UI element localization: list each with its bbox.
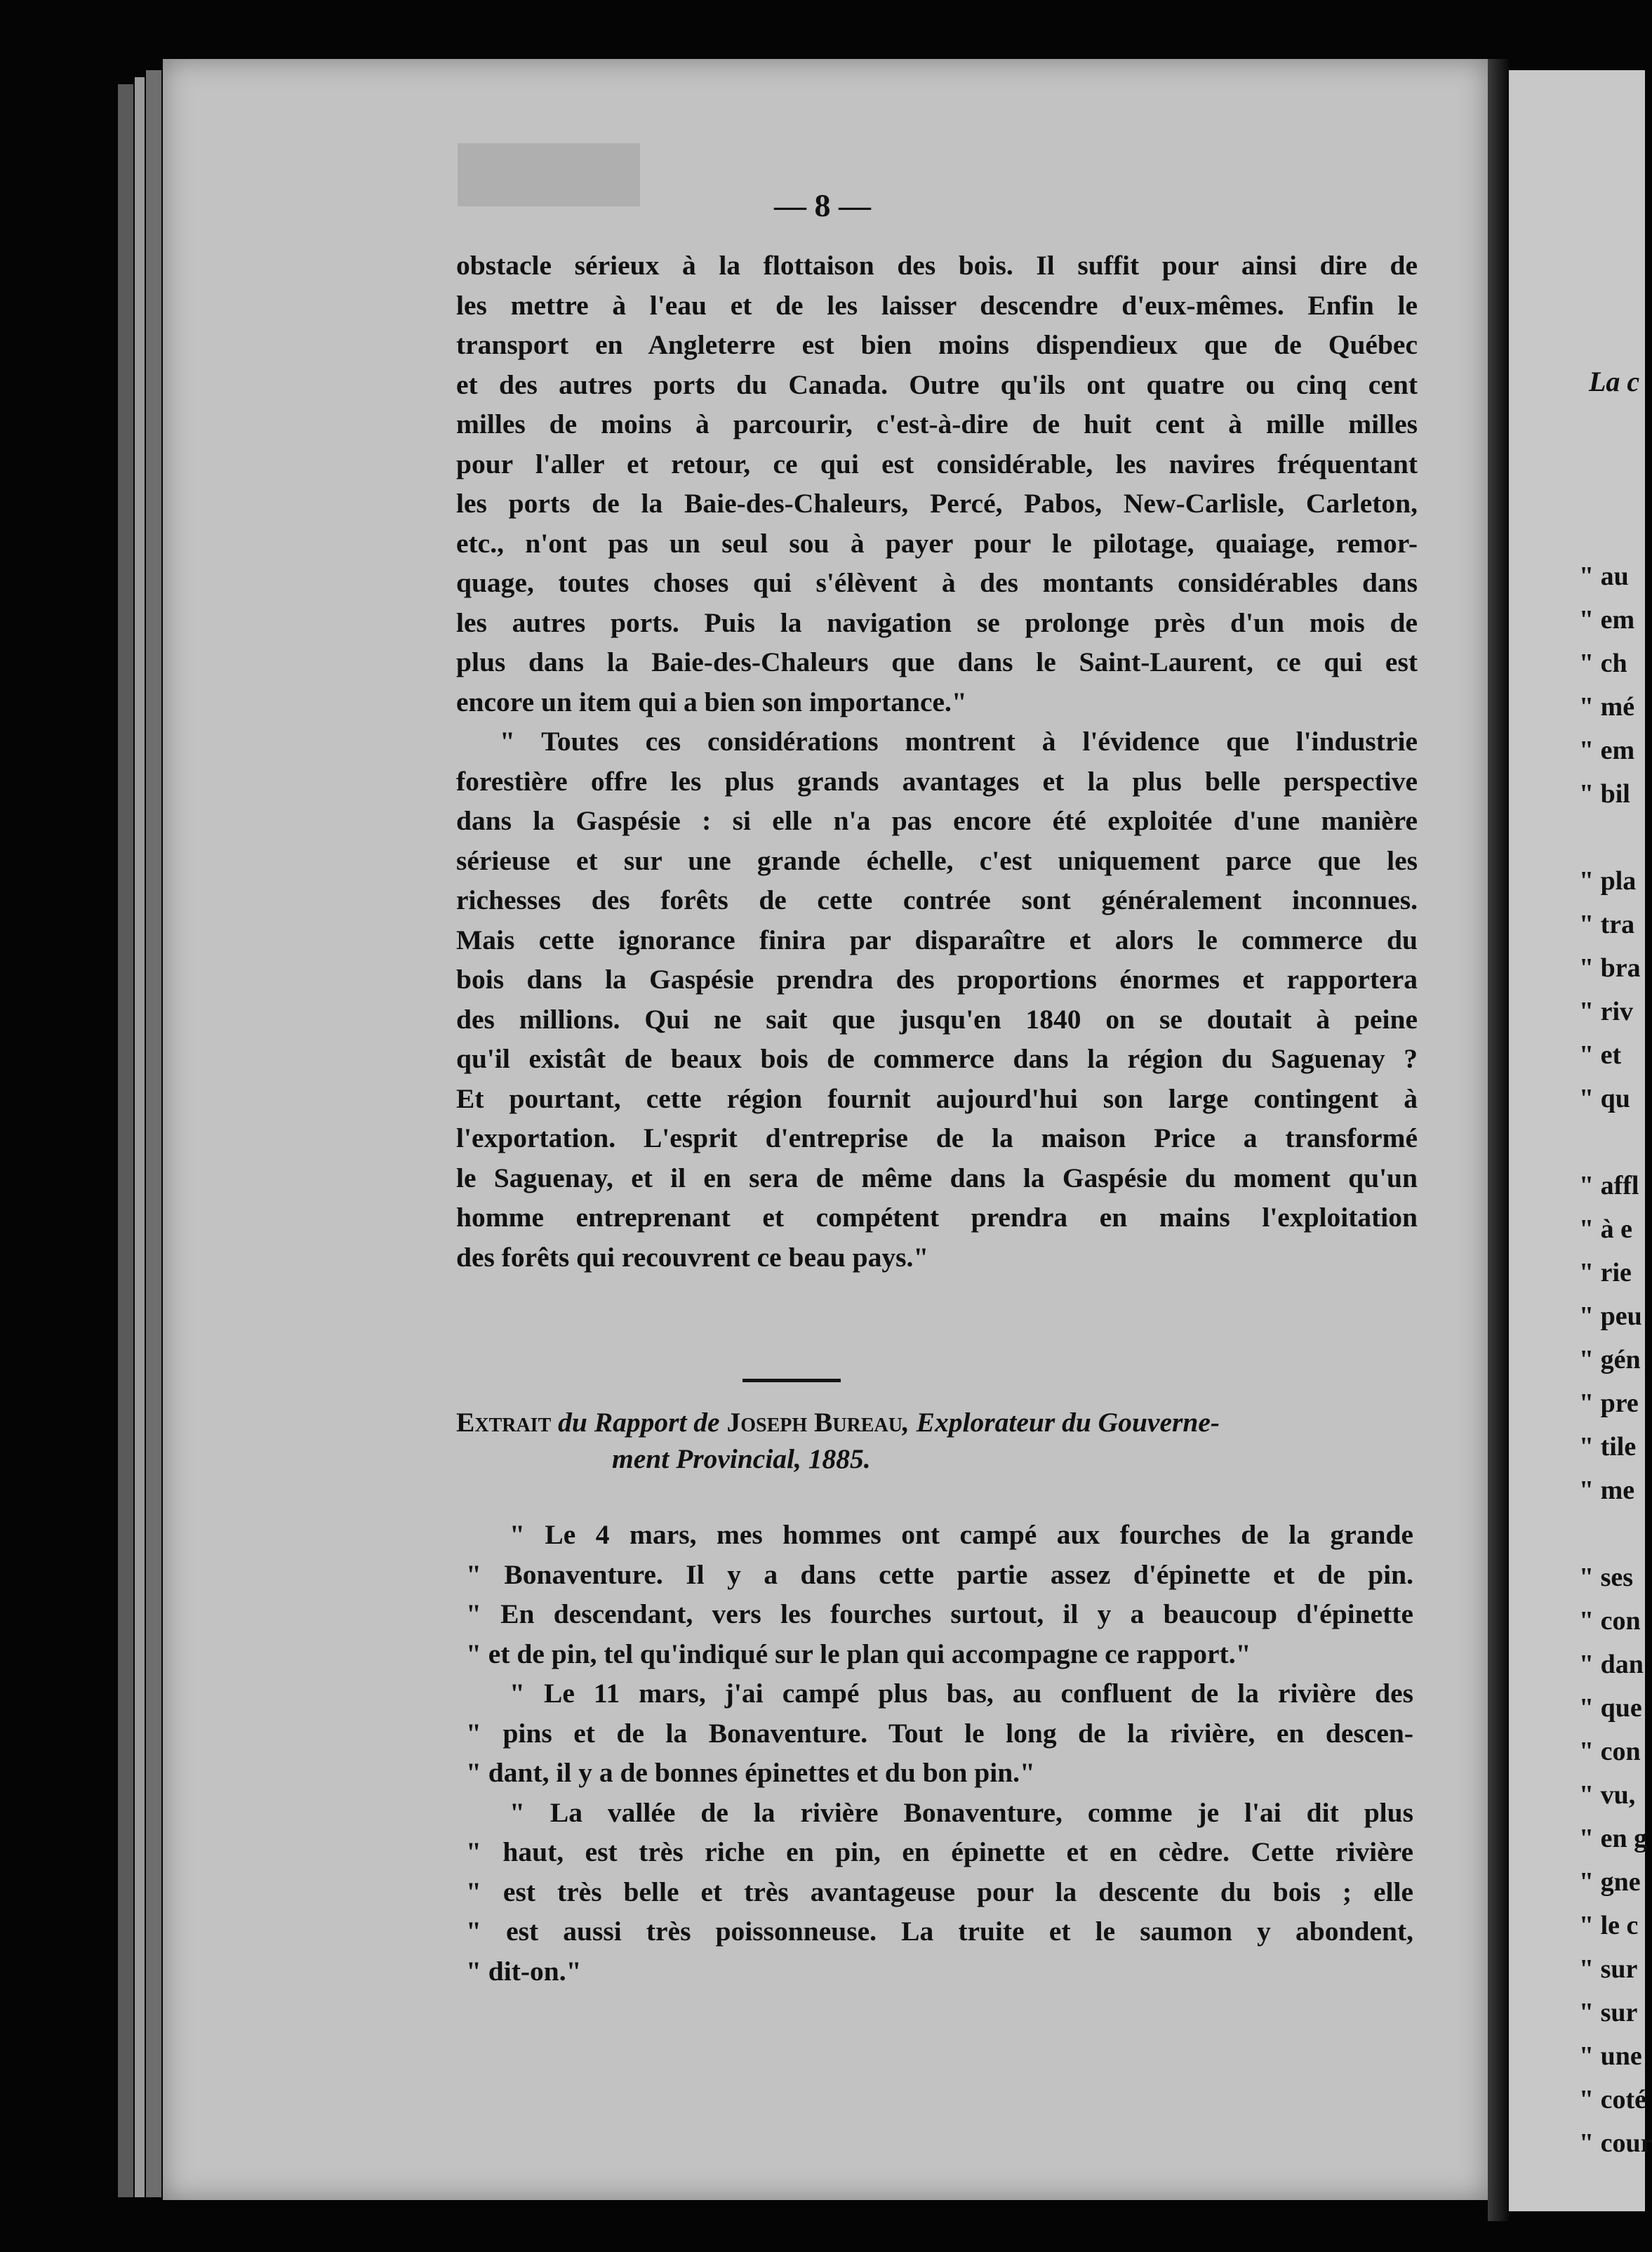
- text-line: et des autres ports du Canada. Outre qu'ils ont quatre ou cinq cent: [456, 369, 1418, 400]
- text-line: sérieuse et sur une grande échelle, c'est uniquement parce que les: [456, 844, 1418, 876]
- right-line: " gne: [1579, 1867, 1641, 1897]
- text-line: les autres ports. Puis la navigation se prolonge près d'un mois de: [456, 607, 1418, 638]
- right-line: " vu,: [1579, 1780, 1636, 1810]
- extract-part2: , Explorateur du Gouverne-: [902, 1407, 1220, 1438]
- right-line: " rie: [1579, 1258, 1632, 1287]
- quote-line: " dit-on.": [466, 1955, 582, 1987]
- extract-heading: [456, 1404, 1418, 1477]
- text-line: richesses des forêts de cette contrée sont généralement inconnues.: [456, 885, 1418, 915]
- text-line: les ports de la Baie-des-Chaleurs, Percé, Pabos, New-Carlisle, Carleton,: [456, 488, 1418, 519]
- right-line: " affl: [1579, 1171, 1639, 1200]
- extract-part3: ment Provincial, 1885.: [612, 1443, 871, 1474]
- quote-line: " est aussi très poissonneuse. La truite et le saumon y abondent,: [466, 1916, 1413, 1947]
- right-line: " au: [1579, 562, 1629, 591]
- right-line: " gén: [1579, 1345, 1641, 1375]
- right-line: " que: [1579, 1693, 1642, 1723]
- right-line: " pla: [1579, 866, 1637, 896]
- right-line: " bra: [1579, 953, 1641, 983]
- text-line: forestière offre les plus grands avantages et la plus belle perspective: [456, 765, 1418, 797]
- quote-line: " pins et de la Bonaventure. Tout le long de la rivière, en descen-: [466, 1717, 1413, 1749]
- right-line: " con: [1579, 1606, 1641, 1636]
- right-line: " à e: [1579, 1214, 1632, 1244]
- quote-line: " haut, est très riche en pin, en épinette et en cèdre. Cette rivière: [466, 1836, 1413, 1867]
- text-line: quage, toutes choses qui s'élèvent à des montants considérables dans: [456, 567, 1418, 598]
- right-line: " riv: [1579, 997, 1634, 1026]
- text-line: le Saguenay, et il en sera de même dans la Gaspésie du moment qu'un: [456, 1162, 1418, 1193]
- text-line: des millions. Qui ne sait que jusqu'en 1840 on se doutait à peine: [456, 1003, 1418, 1035]
- quote-line: " En descendant, vers les fourches surtout, il y a beaucoup d'épinette: [466, 1598, 1413, 1629]
- right-line: " tra: [1579, 910, 1635, 939]
- right-line: " em: [1579, 605, 1635, 635]
- quote-line: " Le 4 mars, mes hommes ont campé aux fourches de la grande: [509, 1519, 1413, 1550]
- text-line: milles de moins à parcourir, c'est-à-dire de huit cent à mille milles: [456, 409, 1418, 439]
- right-line: " mé: [1579, 692, 1635, 722]
- text-line: qu'il existât de beaux bois de commerce dans la région du Saguenay ?: [456, 1043, 1418, 1074]
- text-line: encore un item qui a bien son importance.": [456, 686, 967, 717]
- text-line: dans la Gaspésie : si elle n'a pas encore été exploitée d'une manière: [456, 805, 1418, 836]
- quote-line: " Le 11 mars, j'ai campé plus bas, au confluent de la rivière des: [509, 1678, 1413, 1709]
- body-text: [456, 246, 1418, 1277]
- text-line: des forêts qui recouvrent ce beau pays.": [456, 1241, 929, 1273]
- page-edge: [118, 84, 133, 2197]
- extract-lead: Extrait: [456, 1407, 552, 1438]
- right-page-title: La c: [1589, 366, 1640, 397]
- right-line: " tile: [1579, 1432, 1637, 1462]
- book-gutter: [1488, 59, 1509, 2221]
- right-line: " con: [1579, 1737, 1641, 1766]
- text-line: obstacle sérieux à la flottaison des bois. Il suffit pour ainsi dire de: [456, 250, 1418, 281]
- quote-line: " Bonaventure. Il y a dans cette partie assez d'épinette et de pin.: [466, 1558, 1413, 1590]
- text-line: les mettre à l'eau et de les laisser descendre d'eux-mêmes. Enfin le: [456, 289, 1418, 321]
- text-line: plus dans la Baie-des-Chaleurs que dans le Saint-Laurent, ce qui est: [456, 647, 1418, 677]
- text-line: l'exportation. L'esprit d'entreprise de la maison Price a transformé: [456, 1122, 1418, 1153]
- right-line: " em: [1579, 736, 1635, 765]
- text-line: transport en Angleterre est bien moins dispendieux que de Québec: [456, 329, 1418, 360]
- quote-line: " La vallée de la rivière Bonaventure, comme je l'ai dit plus: [509, 1796, 1413, 1828]
- right-line: " en g: [1579, 1824, 1648, 1853]
- page-number: — 8 —: [774, 187, 871, 223]
- right-line: " dan: [1579, 1650, 1644, 1679]
- quote-line: " et de pin, tel qu'indiqué sur le plan qui accompagne ce rapport.": [466, 1638, 1251, 1669]
- text-line: Et pourtant, cette région fournit aujourd'hui son large contingent à: [456, 1082, 1418, 1114]
- right-line: " sur: [1579, 1998, 1638, 2027]
- quote-text: [466, 1515, 1413, 1991]
- section-divider: [742, 1379, 841, 1382]
- text-line: bois dans la Gaspésie prendra des proportions énormes et rapportera: [456, 964, 1418, 995]
- text-line: pour l'aller et retour, ce qui est considérable, les navires fréquentant: [456, 448, 1418, 479]
- right-line: " bil: [1579, 779, 1630, 809]
- text-line: " Toutes ces considérations montrent à l'évidence que l'industrie: [500, 726, 1418, 757]
- right-line: " peu: [1579, 1301, 1642, 1331]
- right-line: " me: [1579, 1476, 1635, 1505]
- right-line: " qu: [1579, 1084, 1630, 1113]
- text-line: Mais cette ignorance finira par disparaître et alors le commerce du: [456, 924, 1418, 955]
- right-line: " le c: [1579, 1911, 1639, 1940]
- right-line: " et: [1579, 1040, 1622, 1070]
- right-line: " ses: [1579, 1563, 1634, 1592]
- right-line: " coté: [1579, 2085, 1646, 2114]
- right-line: " pre: [1579, 1389, 1639, 1418]
- quote-line: " est très belle et très avantageuse pour la descente du bois ; elle: [466, 1876, 1413, 1907]
- right-line: " une: [1579, 2041, 1642, 2071]
- text-line: etc., n'ont pas un seul sou à payer pour le pilotage, quaiage, remor-: [456, 527, 1418, 559]
- extract-author: Joseph Bureau: [726, 1407, 902, 1438]
- page-edge: [146, 70, 161, 2197]
- right-line: " cour: [1579, 2128, 1652, 2158]
- text-line: homme entreprenant et compétent prendra en mains l'exploitation: [456, 1202, 1418, 1233]
- right-page-lines: [1579, 555, 1652, 2165]
- right-line: " ch: [1579, 649, 1627, 678]
- page-edge: [135, 77, 145, 2197]
- extract-part1: du Rapport de: [551, 1407, 727, 1438]
- right-line: " sur: [1579, 1954, 1638, 1984]
- right-page: [1509, 70, 1652, 2211]
- quote-line: " dant, il y a de bonnes épinettes et du bon pin.": [466, 1757, 1035, 1788]
